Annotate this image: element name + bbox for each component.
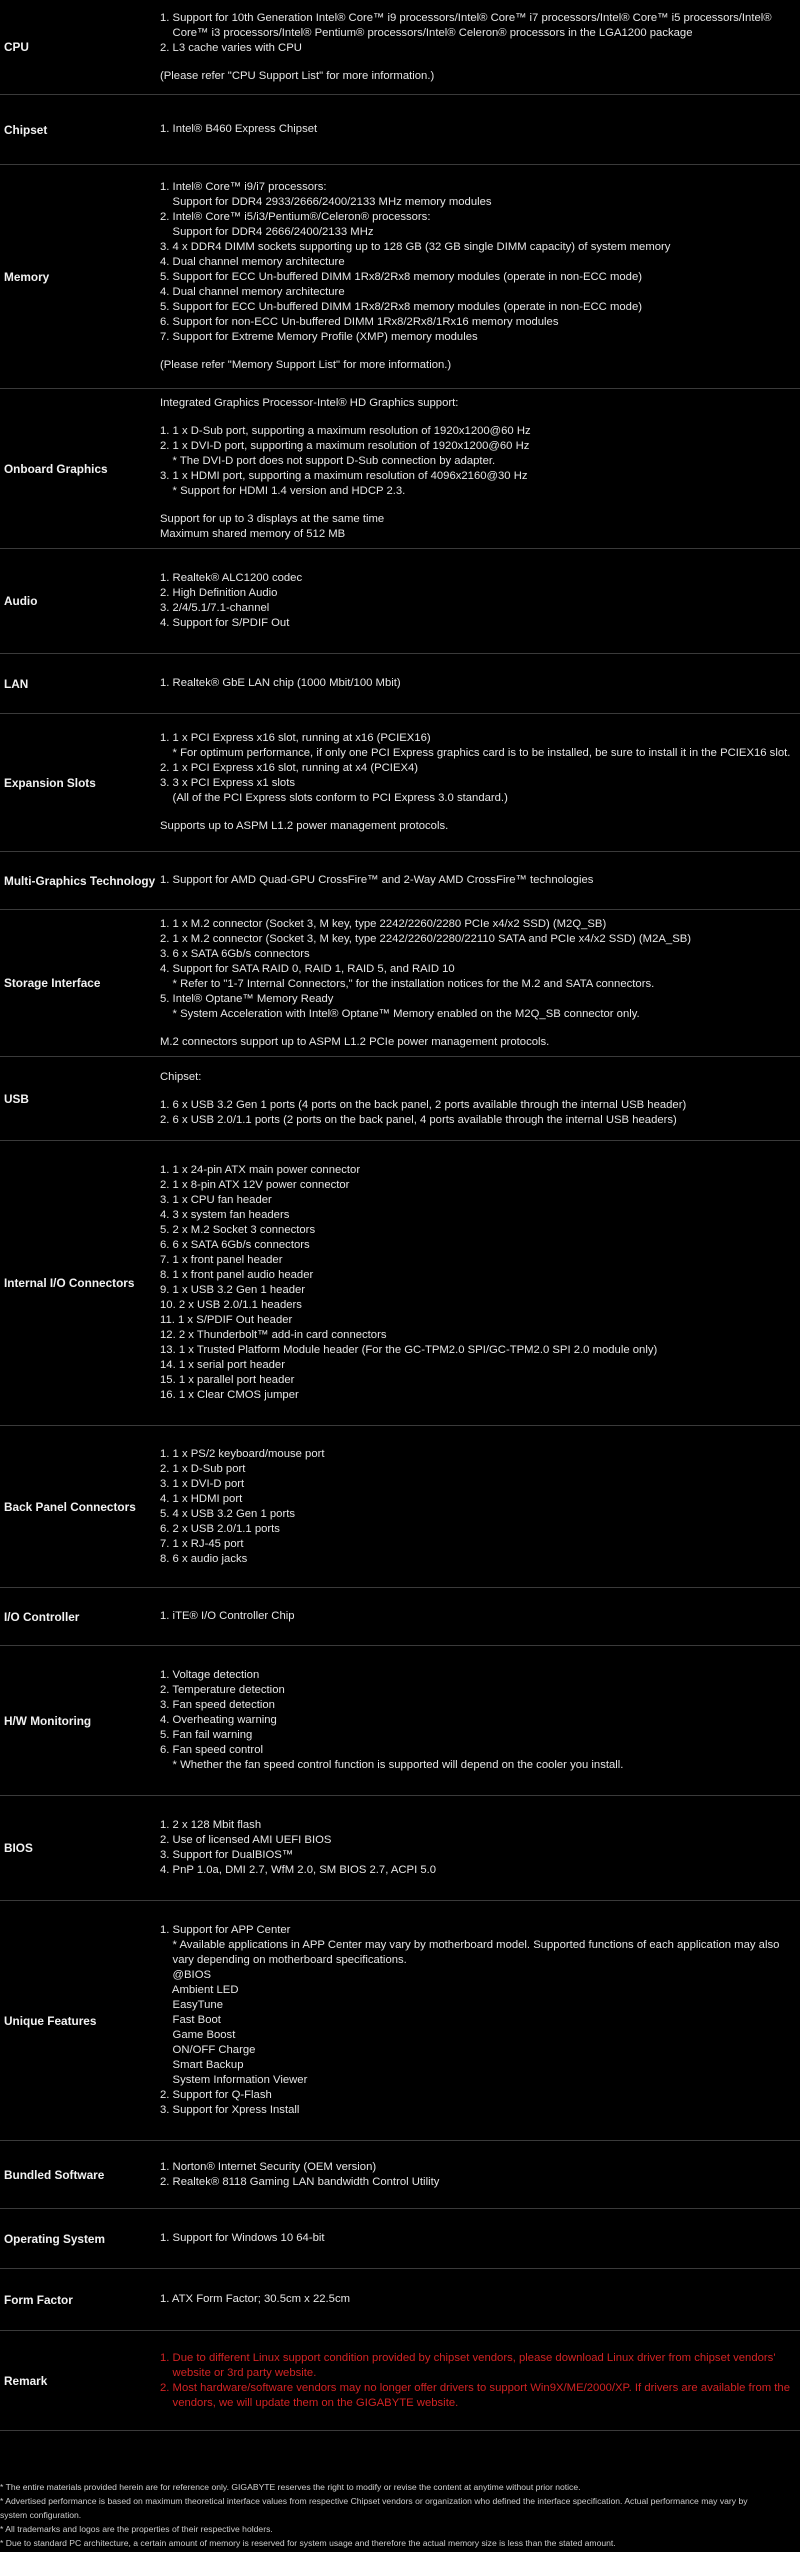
- spec-row: [0, 1796, 800, 1901]
- spec-row: [0, 0, 800, 95]
- spec-line: 3. 6 x SATA 6Gb/s connectors: [160, 947, 310, 960]
- spec-line: 3. Fan speed detection: [160, 1699, 275, 1711]
- spec-value: [160, 389, 800, 548]
- spec-line: ON/OFF Charge: [160, 2044, 256, 2056]
- spec-line: 2. 1 x M.2 connector (Socket 3, M key, type 2242/2260/2280/22110 SATA and PCIe x4/x2 SSD) (M2A_SB): [160, 932, 692, 945]
- spec-line: 1. Support for APP Center: [160, 1924, 291, 1936]
- spec-line: 1. iTE® I/O Controller Chip: [160, 1610, 295, 1622]
- spec-line: 4. Overheating warning: [160, 1714, 277, 1726]
- spec-line: 5. 2 x M.2 Socket 3 connectors: [160, 1224, 316, 1236]
- spec-value: [160, 714, 800, 851]
- spec-label: Memory: [4, 269, 50, 284]
- spec-line: website or 3rd party website.: [160, 2366, 317, 2379]
- spec-line: 3. 3 x PCI Express x1 slots: [160, 777, 295, 789]
- footnote-line: * Advertised performance is based on maximum theoretical interface values from respective Chipset vendors or organization who defined the interface specification. Actual performance may vary by: [0, 2496, 748, 2506]
- spec-label: CPU: [4, 40, 29, 54]
- spec-value: [160, 1901, 800, 2140]
- spec-line: 2. L3 cache varies with CPU: [160, 41, 302, 54]
- spec-line: 9. 1 x USB 3.2 Gen 1 header: [160, 1284, 306, 1296]
- spec-line: 3. 1 x HDMI port, supporting a maximum resolution of 4096x2160@30 Hz: [160, 469, 528, 482]
- spec-line: 7. 1 x RJ-45 port: [160, 1537, 244, 1550]
- spec-line: 2. 6 x USB 2.0/1.1 ports (2 ports on the back panel, 4 ports available through the internal USB headers): [160, 1113, 677, 1126]
- spec-value: [160, 910, 800, 1056]
- spec-line: Supports up to ASPM L1.2 power management protocols.: [160, 820, 449, 832]
- spec-line: 4. Dual channel memory architecture: [160, 256, 345, 268]
- spec-line: 2. High Definition Audio: [160, 587, 278, 599]
- spec-line: 2. Support for Q-Flash: [160, 2089, 272, 2101]
- spec-line: 1. ATX Form Factor; 30.5cm x 22.5cm: [160, 2293, 351, 2305]
- spec-line: 1. Intel® Core™ i9/i7 processors:: [160, 181, 327, 193]
- spec-line: 1. Voltage detection: [160, 1669, 260, 1681]
- spec-line: 16. 1 x Clear CMOS jumper: [160, 1389, 299, 1401]
- spec-value: [160, 1796, 800, 1900]
- spec-line: 4. Support for S/PDIF Out: [160, 617, 290, 629]
- spec-line: 1. Norton® Internet Security (OEM version): [160, 2160, 377, 2173]
- spec-line: 8. 1 x front panel audio header: [160, 1269, 314, 1281]
- spec-line: 1. 1 x D-Sub port, supporting a maximum resolution of 1920x1200@60 Hz: [160, 424, 531, 437]
- spec-line: 1. Support for AMD Quad-GPU CrossFire™ and 2-Way AMD CrossFire™ technologies: [160, 874, 594, 886]
- spec-row: [0, 549, 800, 654]
- spec-line: 2. Temperature detection: [160, 1684, 285, 1696]
- spec-label: Back Panel Connectors: [4, 1499, 136, 1514]
- spec-row: [0, 1901, 800, 2141]
- spec-label: Bundled Software: [4, 2167, 105, 2182]
- spec-line: 1. Realtek® GbE LAN chip (1000 Mbit/100 Mbit): [160, 677, 401, 689]
- spec-line: 2. Realtek® 8118 Gaming LAN bandwidth Control Utility: [160, 2175, 440, 2188]
- spec-row: [0, 852, 800, 910]
- spec-value: [160, 1141, 800, 1425]
- spec-line: 2. Use of licensed AMI UEFI BIOS: [160, 1834, 332, 1846]
- spec-line: * The DVI-D port does not support D-Sub connection by adapter.: [160, 454, 496, 467]
- spec-line: Game Boost: [160, 2029, 236, 2041]
- spec-line: Support for up to 3 displays at the same time: [160, 512, 385, 525]
- spec-line: Smart Backup: [160, 2059, 244, 2071]
- spec-value: [160, 1646, 800, 1795]
- spec-line: * For optimum performance, if only one PCI Express graphics card is to be installed, be sure to install it in the PCIEX16 slot.: [160, 747, 791, 759]
- spec-line: 3. 2/4/5.1/7.1-channel: [160, 602, 270, 614]
- spacer: [160, 499, 790, 512]
- spec-line: 4. Support for SATA RAID 0, RAID 1, RAID 5, and RAID 10: [160, 962, 455, 975]
- spec-line: 7. Support for Extreme Memory Profile (XMP) memory modules: [160, 331, 478, 343]
- spec-line: 4. 1 x HDMI port: [160, 1492, 243, 1505]
- spec-line: 15. 1 x parallel port header: [160, 1374, 295, 1386]
- spec-line: vendors, we will update them on the GIGABYTE website.: [160, 2396, 459, 2409]
- spec-row: [0, 1646, 800, 1796]
- spec-label: Unique Features: [4, 2013, 97, 2028]
- spec-row: [0, 2331, 800, 2431]
- spec-line: * Refer to "1-7 Internal Connectors," for the installation notices for the M.2 and SATA connectors.: [160, 977, 655, 990]
- spec-line: Support for DDR4 2666/2400/2133 MHz: [160, 226, 374, 238]
- spec-line: 1. 6 x USB 3.2 Gen 1 ports (4 ports on the back panel, 2 ports available through the internal USB header): [160, 1098, 687, 1111]
- spec-label: BIOS: [4, 1841, 33, 1855]
- spec-line: 5. Support for ECC Un-buffered DIMM 1Rx8/2Rx8 memory modules (operate in non-ECC mode): [160, 271, 642, 283]
- spec-row: [0, 1141, 800, 1426]
- spec-line: 2. Most hardware/software vendors may no longer offer drivers to support Win9X/ME/2000/XP. If drivers are available from the: [160, 2381, 790, 2394]
- spec-line: System Information Viewer: [160, 2074, 308, 2086]
- spec-value: [160, 2209, 800, 2268]
- spec-line: Maximum shared memory of 512 MB: [160, 527, 346, 540]
- spec-line: M.2 connectors support up to ASPM L1.2 PCIe power management protocols.: [160, 1035, 550, 1048]
- spec-value: [160, 549, 800, 653]
- spec-row: [0, 165, 800, 389]
- spec-line: 6. 6 x SATA 6Gb/s connectors: [160, 1239, 310, 1251]
- spec-line: 4. 3 x system fan headers: [160, 1209, 290, 1221]
- spec-label: Form Factor: [4, 2292, 73, 2307]
- spec-line: 6. Fan speed control: [160, 1744, 263, 1756]
- spec-line: Ambient LED: [160, 1984, 239, 1996]
- spec-line: * Whether the fan speed control function is supported will depend on the cooler you install.: [160, 1759, 624, 1771]
- spec-line: 4. PnP 1.0a, DMI 2.7, WfM 2.0, SM BIOS 2.7, ACPI 5.0: [160, 1864, 437, 1876]
- footnote-line: * All trademarks and logos are the properties of their respective holders.: [0, 2524, 273, 2534]
- spec-line: 3. Support for Xpress Install: [160, 2104, 300, 2116]
- spec-value: [160, 852, 800, 909]
- spec-line: Integrated Graphics Processor-Intel® HD Graphics support:: [160, 396, 459, 409]
- spec-line: Chipset:: [160, 1070, 202, 1083]
- footnote-line: system configuration.: [0, 2510, 82, 2520]
- spec-line: 11. 1 x S/PDIF Out header: [160, 1314, 293, 1326]
- spec-line: vary depending on motherboard specifications.: [160, 1954, 407, 1966]
- spec-value: [160, 2269, 800, 2330]
- spacer: [160, 1022, 790, 1035]
- spec-label: I/O Controller: [4, 1609, 80, 1624]
- spec-row: [0, 2209, 800, 2269]
- spacer: [160, 56, 790, 69]
- spec-value: [160, 2141, 800, 2208]
- spec-line: 2. 1 x DVI-D port, supporting a maximum resolution of 1920x1200@60 Hz: [160, 439, 530, 452]
- spec-line: 1. Support for 10th Generation Intel® Core™ i9 processors/Intel® Core™ i7 processors/Intel® Core™ i5 processors/Intel®: [160, 11, 772, 24]
- spec-line: 1. Intel® B460 Express Chipset: [160, 123, 318, 135]
- spec-line: (All of the PCI Express slots conform to PCI Express 3.0 standard.): [160, 792, 508, 804]
- spec-value: [160, 1588, 800, 1645]
- spec-line: 3. 4 x DDR4 DIMM sockets supporting up to 128 GB (32 GB single DIMM capacity) of system memory: [160, 241, 671, 253]
- spec-row: [0, 2269, 800, 2331]
- spacer: [160, 345, 790, 358]
- spec-line: 3. 1 x DVI-D port: [160, 1477, 245, 1490]
- spec-label: H/W Monitoring: [4, 1713, 92, 1728]
- spec-line: 14. 1 x serial port header: [160, 1359, 285, 1371]
- spec-row: [0, 389, 800, 549]
- footnote-line: * Due to standard PC architecture, a certain amount of memory is reserved for system usage and therefore the actual memory size is less than the stated amount.: [0, 2538, 616, 2548]
- spec-value: [160, 1426, 800, 1587]
- spec-line: * Support for HDMI 1.4 version and HDCP 2.3.: [160, 484, 406, 497]
- spec-label: Multi-Graphics Technology: [4, 873, 156, 888]
- spec-line: 1. 1 x 24-pin ATX main power connector: [160, 1164, 361, 1176]
- spec-line: 1. 1 x PCI Express x16 slot, running at x16 (PCIEX16): [160, 732, 431, 744]
- spec-line: Fast Boot: [160, 2014, 221, 2026]
- spec-line: 3. 1 x CPU fan header: [160, 1194, 272, 1206]
- spec-line: 2. 1 x D-Sub port: [160, 1462, 246, 1475]
- spec-label: Onboard Graphics: [4, 461, 108, 476]
- spec-label: Chipset: [4, 122, 48, 137]
- spec-line: (Please refer "Memory Support List" for more information.): [160, 359, 452, 371]
- spec-line: * Available applications in APP Center may vary by motherboard model. Supported functions of each application may also: [160, 1939, 780, 1951]
- spec-label: Remark: [4, 2373, 48, 2388]
- spec-row: [0, 1588, 800, 1646]
- spec-line: 12. 2 x Thunderbolt™ add-in card connectors: [160, 1329, 387, 1341]
- spec-line: 1. 1 x M.2 connector (Socket 3, M key, type 2242/2260/2280 PCIe x4/x2 SSD) (M2Q_SB): [160, 917, 607, 930]
- spec-label: Internal I/O Connectors: [4, 1276, 135, 1290]
- spec-label: Expansion Slots: [4, 775, 96, 790]
- spacer: [160, 806, 790, 819]
- spec-value: [160, 0, 800, 94]
- spec-value: [160, 654, 800, 713]
- spec-line: 2. 1 x 8-pin ATX 12V power connector: [160, 1179, 350, 1191]
- spacer: [160, 1085, 790, 1098]
- spec-line: 1. 1 x PS/2 keyboard/mouse port: [160, 1447, 325, 1460]
- spec-row: [0, 1057, 800, 1141]
- spec-line: 2. Intel® Core™ i5/i3/Pentium®/Celeron® processors:: [160, 211, 431, 223]
- spec-line: 5. Support for ECC Un-buffered DIMM 1Rx8/2Rx8 memory modules (operate in non-ECC mode): [160, 301, 642, 313]
- spec-line: 4. Dual channel memory architecture: [160, 286, 345, 298]
- spec-row: [0, 910, 800, 1057]
- spec-value: [160, 165, 800, 388]
- spec-label: USB: [4, 1091, 29, 1106]
- spec-line: 6. 2 x USB 2.0/1.1 ports: [160, 1522, 280, 1535]
- spec-line: 1. Realtek® ALC1200 codec: [160, 572, 303, 584]
- spec-line: * System Acceleration with Intel® Optane™ Memory enabled on the M2Q_SB connector only.: [160, 1007, 640, 1020]
- spec-value: [160, 1057, 800, 1140]
- spec-line: 3. Support for DualBIOS™: [160, 1849, 294, 1861]
- spec-line: (Please refer "CPU Support List" for more information.): [160, 69, 435, 82]
- spec-line: 5. Intel® Optane™ Memory Ready: [160, 992, 334, 1005]
- spec-row: [0, 95, 800, 165]
- spec-row: [0, 714, 800, 852]
- spec-row: [0, 2141, 800, 2209]
- spec-line: 7. 1 x front panel header: [160, 1254, 283, 1266]
- spacer: [160, 411, 790, 424]
- spec-line: Core™ i3 processors/Intel® Pentium® processors/Intel® Celeron® processors in the LGA1200 package: [160, 26, 693, 39]
- spec-label: Audio: [4, 594, 38, 608]
- spec-line: 10. 2 x USB 2.0/1.1 headers: [160, 1299, 302, 1311]
- spec-row: [0, 1426, 800, 1588]
- spec-row: [0, 654, 800, 714]
- spec-line: 1. Due to different Linux support condition provided by chipset vendors, please download Linux driver from chipset vendors': [160, 2351, 776, 2364]
- spec-label: Operating System: [4, 2231, 105, 2246]
- footnote-line: * The entire materials provided herein are for reference only. GIGABYTE reserves the right to modify or revise the content at anytime without prior notice.: [0, 2482, 581, 2492]
- spec-line: 1. 2 x 128 Mbit flash: [160, 1819, 262, 1831]
- spec-line: 6. Support for non-ECC Un-buffered DIMM 1Rx8/2Rx8/1Rx16 memory modules: [160, 316, 559, 328]
- spec-line: 1. Support for Windows 10 64-bit: [160, 2232, 325, 2244]
- spec-line: 13. 1 x Trusted Platform Module header (For the GC-TPM2.0 SPI/GC-TPM2.0 SPI 2.0 module only): [160, 1344, 658, 1356]
- spec-line: 2. 1 x PCI Express x16 slot, running at x4 (PCIEX4): [160, 762, 419, 774]
- spec-line: EasyTune: [160, 1999, 223, 2011]
- spec-line: Support for DDR4 2933/2666/2400/2133 MHz memory modules: [160, 196, 492, 208]
- spec-value: [160, 2331, 800, 2430]
- spec-line: 5. Fan fail warning: [160, 1729, 253, 1741]
- spec-line: 8. 6 x audio jacks: [160, 1552, 248, 1565]
- spec-line: @BIOS: [160, 1969, 212, 1981]
- spec-label: LAN: [4, 676, 29, 691]
- footnotes: [0, 2480, 800, 2550]
- spec-label: Storage Interface: [4, 976, 101, 990]
- spec-line: 5. 4 x USB 3.2 Gen 1 ports: [160, 1507, 296, 1520]
- spec-value: [160, 95, 800, 164]
